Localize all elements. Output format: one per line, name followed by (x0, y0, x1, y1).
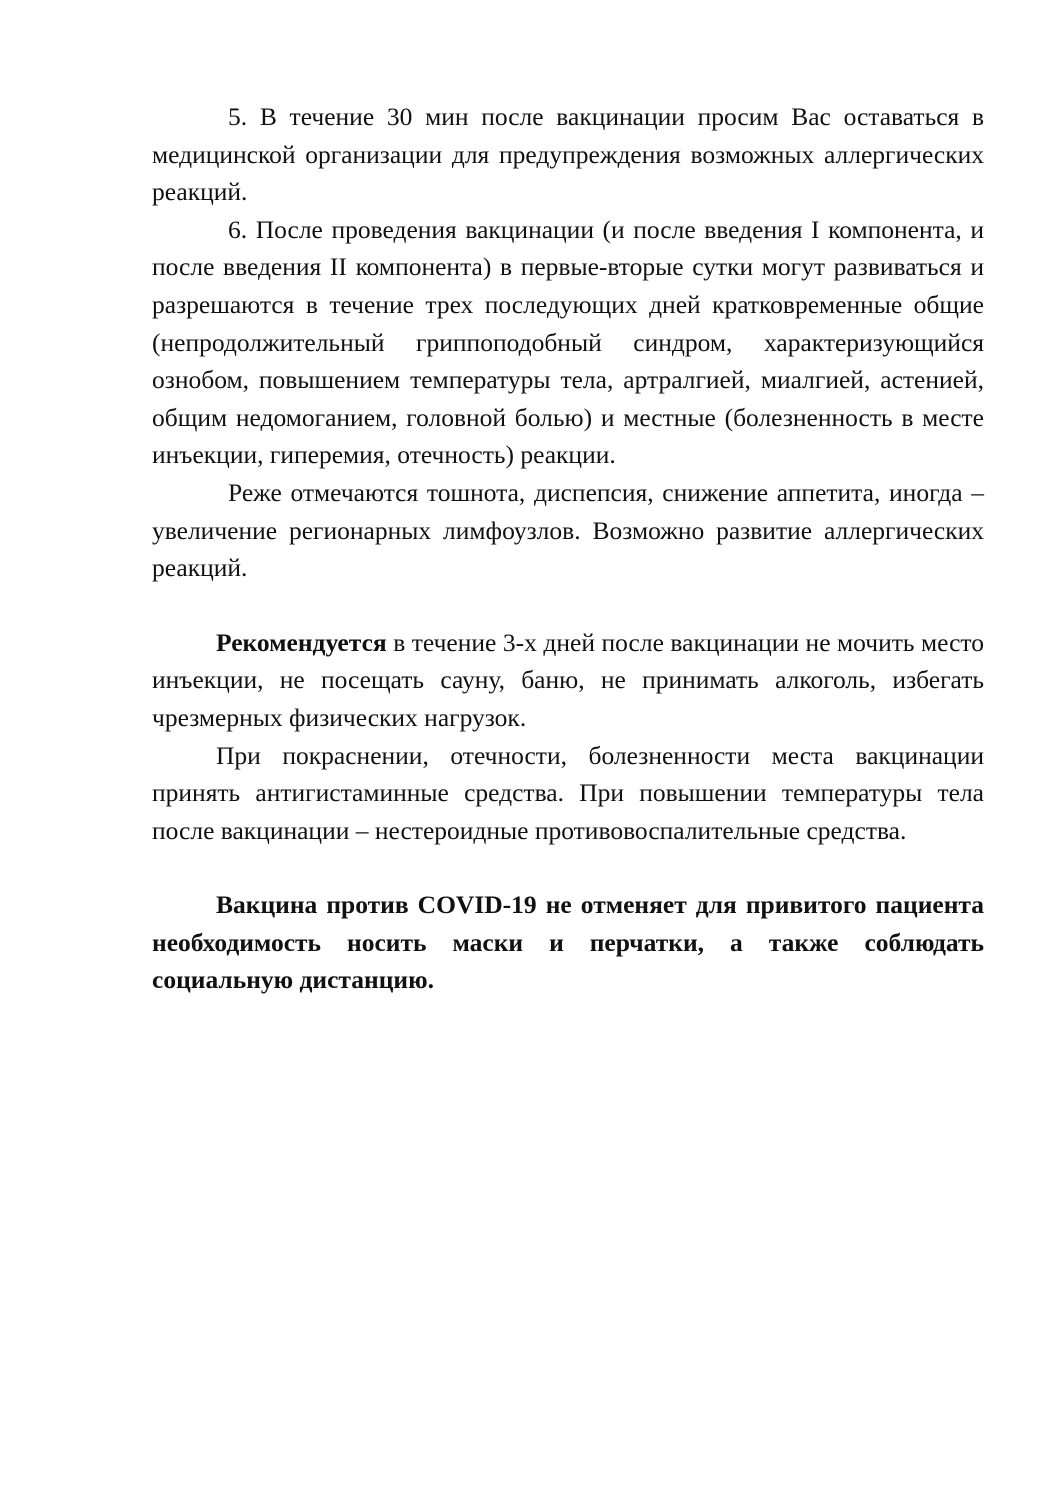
paragraph-redness: При покраснении, отечности, болезненности места вакцинации принять антигистаминные средства. При повышении температуры тела после вакцинации – нестероидные противовоспалительные средства. (152, 740, 984, 845)
spacer (152, 587, 984, 624)
paragraph-rare-reactions: Реже отмечаются тошнота, диспепсия, снижение аппетита, иногда – увеличение регионарных лимфоузлов. Возможно развитие аллергических реакций. (152, 477, 984, 583)
document-page (152, 98, 984, 999)
recommendation-label: Рекомендуется (216, 627, 387, 657)
paragraph-covid-note: Вакцина против COVID-19 не отменяет для привитого пациента необходимость носить маски и перчатки, а также соблюдать социальную дистанцию. (152, 890, 984, 995)
paragraph-recommendation (152, 624, 984, 737)
paragraph-item-5: 5. В течение 30 мин после вакцинации просим Вас оставаться в медицинской организации для предупреждения возможных аллергических реакций. (152, 102, 984, 207)
recommendation-text: в течение 3-х дней после вакцинации не мочить место инъекции, не посещать сауну, баню, не принимать алкоголь, избегать чрезмерных физических нагрузок. (152, 627, 984, 732)
spacer (152, 849, 984, 886)
paragraph-item-6: 6. После проведения вакцинации (и после введения I компонента, и после введения II компонента) в первые-вторые сутки могут развиваться и разрешаются в течение трех последующих дней кратковременные общие (непродолжительный гриппоподобный синдром, характеризующийся ознобом, повышением температуры тела, артралгией, миалгией, астенией, общим недомоганием, головной болью) и местные (болезненность в месте инъекции, гиперемия, отечность) реакции. (152, 214, 984, 470)
